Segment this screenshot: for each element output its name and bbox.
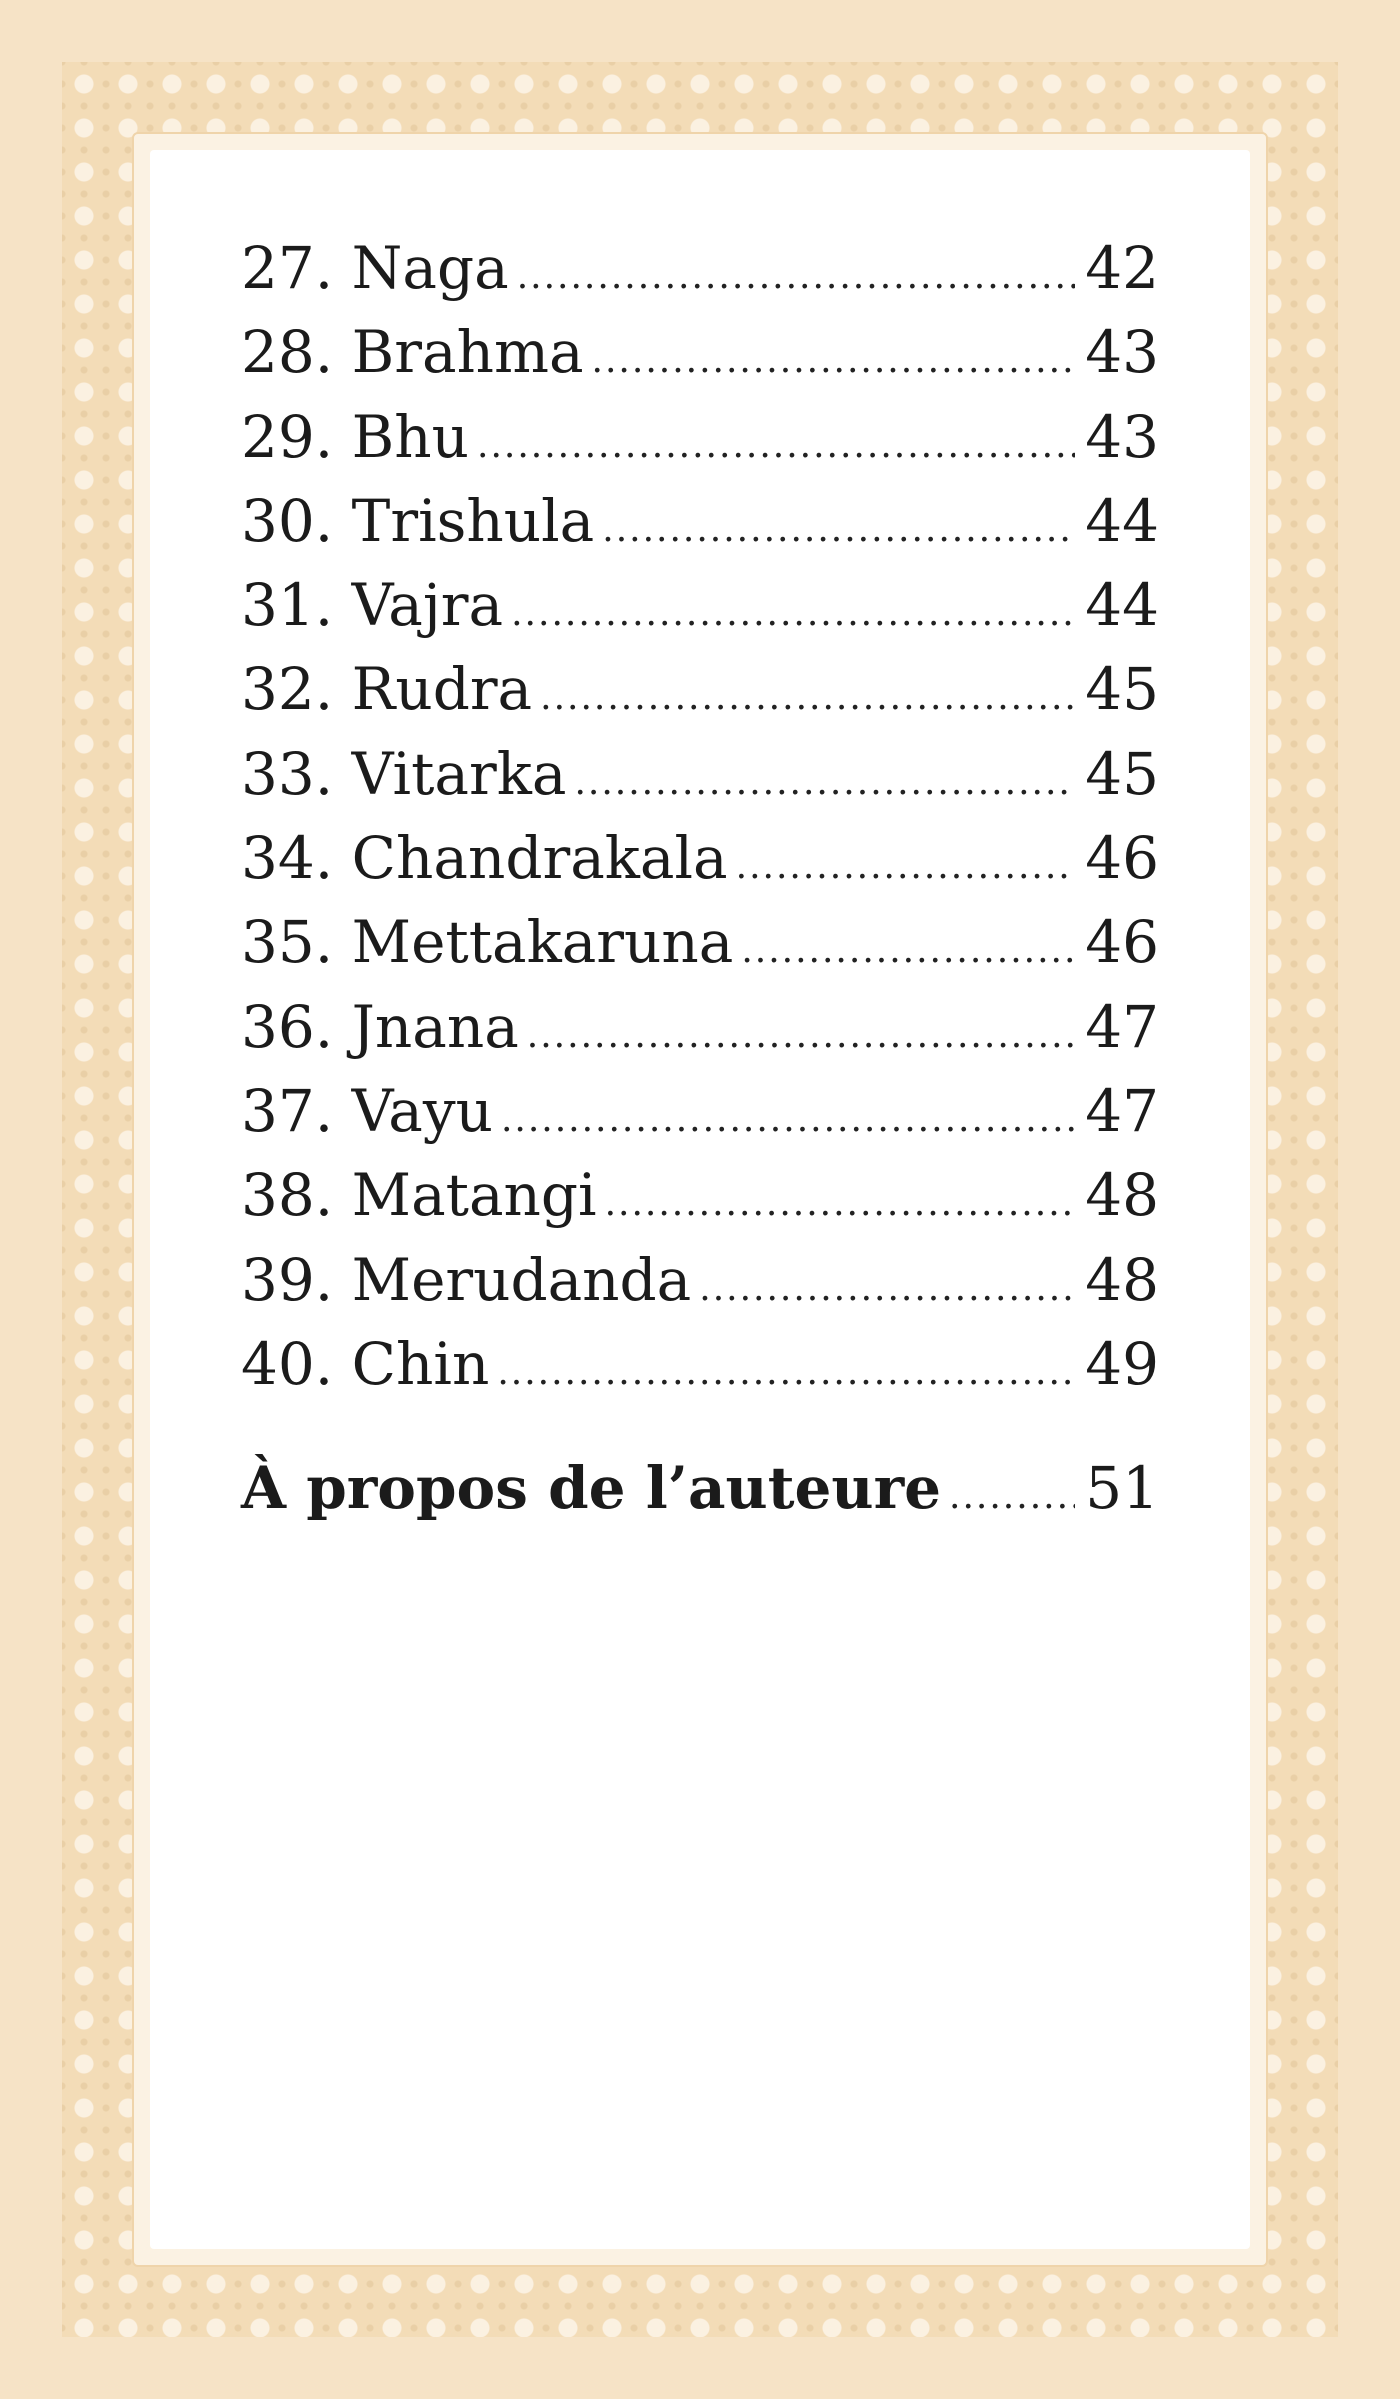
- toc-entry-page: 51: [1085, 1454, 1159, 1523]
- toc-entry-page: 45: [1085, 655, 1159, 724]
- toc-entry[interactable]: [241, 647, 1159, 731]
- toc-entry-title: 31. Vajra: [241, 571, 504, 640]
- toc-entry[interactable]: [241, 563, 1159, 647]
- toc-leader-dots: [602, 488, 1075, 572]
- toc-entry-page: 49: [1085, 1329, 1159, 1398]
- toc-entry-page: 43: [1085, 402, 1159, 471]
- toc-entry-title: 32. Rudra: [241, 655, 533, 724]
- toc-entry-page: 46: [1085, 824, 1159, 893]
- toc-entry-title: 28. Brahma: [241, 318, 584, 387]
- toc-leader-dots: [477, 404, 1075, 488]
- toc-entry[interactable]: [241, 226, 1159, 310]
- toc-leader-dots: [741, 909, 1075, 993]
- toc-entry-page: 48: [1085, 1161, 1159, 1230]
- toc-entry-title: À propos de l’auteure: [241, 1454, 942, 1523]
- toc-entry-page: 47: [1085, 1076, 1159, 1145]
- toc-entry[interactable]: [241, 816, 1159, 900]
- toc-leader-dots: [517, 235, 1075, 319]
- toc-leader-dots: [699, 1247, 1075, 1331]
- toc-entry-page: 43: [1085, 318, 1159, 387]
- toc-entry[interactable]: [241, 310, 1159, 394]
- toc-entry-page: 48: [1085, 1245, 1159, 1314]
- toc-entry-title: 38. Matangi: [241, 1161, 597, 1230]
- toc-entry-about-author[interactable]: [241, 1446, 1159, 1530]
- toc-entry-title: 29. Bhu: [241, 402, 470, 471]
- toc-entry-title: 34. Chandrakala: [241, 824, 728, 893]
- toc-entry-title: 27. Naga: [241, 234, 509, 302]
- toc-entry-title: 33. Vitarka: [241, 739, 567, 808]
- toc-entry[interactable]: [241, 1322, 1159, 1406]
- toc-leader-dots: [511, 572, 1075, 656]
- toc-entry-page: 44: [1085, 486, 1159, 555]
- table-of-contents: [241, 226, 1159, 1530]
- toc-entry[interactable]: [241, 1153, 1159, 1237]
- toc-leader-dots: [497, 1331, 1075, 1415]
- toc-entry-page: 45: [1085, 739, 1159, 808]
- toc-entry[interactable]: [241, 479, 1159, 563]
- toc-entry-title: 30. Trishula: [241, 486, 595, 555]
- toc-entry[interactable]: [241, 985, 1159, 1069]
- toc-entry-title: 36. Jnana: [241, 992, 519, 1061]
- toc-entry-page: 42: [1085, 234, 1159, 302]
- toc-leader-dots: [527, 994, 1075, 1078]
- toc-entry-page: 46: [1085, 908, 1159, 977]
- toc-entry-page: 44: [1085, 571, 1159, 640]
- toc-leader-dots: [736, 825, 1076, 909]
- toc-leader-dots: [592, 319, 1076, 403]
- toc-entry[interactable]: [241, 1238, 1159, 1322]
- toc-entry-title: 39. Merudanda: [241, 1245, 692, 1314]
- toc-leader-dots: [501, 1078, 1075, 1162]
- toc-entry-title: 40. Chin: [241, 1329, 490, 1398]
- toc-leader-dots: [605, 1162, 1076, 1246]
- toc-leader-dots: [540, 656, 1075, 740]
- toc-entry[interactable]: [241, 900, 1159, 984]
- toc-leader-dots: [574, 741, 1075, 825]
- toc-leader-dots: [949, 1455, 1075, 1539]
- toc-entry-page: 47: [1085, 992, 1159, 1061]
- toc-entry[interactable]: [241, 732, 1159, 816]
- toc-entry[interactable]: [241, 395, 1159, 479]
- toc-entry[interactable]: [241, 1069, 1159, 1153]
- toc-entry-title: 37. Vayu: [241, 1076, 493, 1145]
- toc-entry-title: 35. Mettakaruna: [241, 908, 734, 977]
